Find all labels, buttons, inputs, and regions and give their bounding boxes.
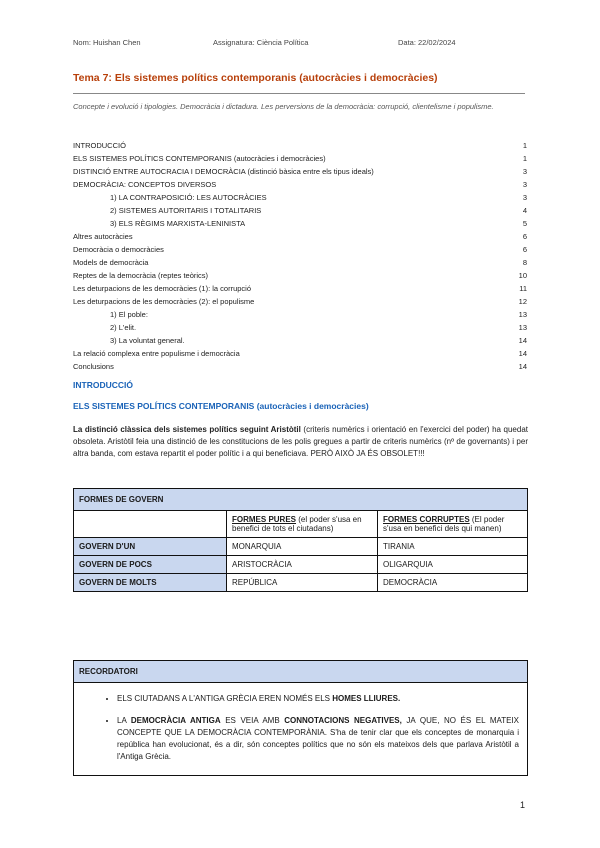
toc-entry[interactable]: [73, 334, 527, 347]
toc-entry[interactable]: [73, 230, 527, 243]
toc-entry[interactable]: [73, 165, 527, 178]
row-pure: ARISTOCRÀCIA: [227, 556, 378, 574]
toc-entry-page: 14: [518, 349, 527, 358]
row-pure: REPÚBLICA: [227, 574, 378, 592]
toc-entry-page: 4: [522, 206, 527, 215]
toc-entry-page: 6: [522, 245, 527, 254]
toc-entry-label: Models de democràcia: [73, 258, 149, 267]
toc-entry[interactable]: [73, 347, 527, 360]
toc-entry-label: Democràcia o democràcies: [73, 245, 164, 254]
forms-table-empty-cell: [74, 511, 227, 538]
toc-entry-label: Altres autocràcies: [73, 232, 133, 241]
toc-entry-page: 12: [518, 297, 527, 306]
col-pure-heading: FORMES PURES: [232, 515, 297, 524]
header-name: Nom: Huishan Chen: [73, 38, 141, 47]
document-subtitle: Concepte i evolució i tipologies. Democràcia i dictadura. Les perversions de la democràcia: corrupció, clientelisme i populisme.: [73, 102, 494, 111]
toc-entry-label: DEMOCRÀCIA: CONCEPTOS DIVERSOS: [73, 180, 217, 189]
list-item: • LA DEMOCRÀCIA ANTIGA ES VEIA AMB CONNOTACIONS NEGATIVES, JA QUE, NO ÉS EL MATEIX CONCEPTE QUE LA DEMOCRÀCIA CONTEMPORÀNIA. S'ha de tenir clar que els conceptes de monarquia i república han evolucionat, és a dir, són conceptes polítics que no són els mateixos dels que parlava Aristòtil a l'Antiga Grècia.: [117, 715, 519, 763]
row-pure: MONARQUIA: [227, 538, 378, 556]
toc-entry[interactable]: [73, 178, 527, 191]
toc-entry[interactable]: [73, 360, 527, 373]
toc-entry[interactable]: [73, 256, 527, 269]
toc-entry-page: 6: [522, 232, 527, 241]
toc-entry-page: 1: [522, 154, 527, 163]
toc-entry-label: Conclusions: [73, 362, 114, 371]
row-label: GOVERN DE POCS: [74, 556, 227, 574]
toc-entry[interactable]: [73, 308, 527, 321]
title-divider: [73, 93, 525, 94]
toc-entry[interactable]: [73, 204, 527, 217]
toc-entry[interactable]: [73, 139, 527, 152]
toc-entry-page: 14: [518, 362, 527, 371]
row-label: GOVERN DE MOLTS: [74, 574, 227, 592]
toc-entry[interactable]: [73, 191, 527, 204]
forms-table-col-corrupt: [378, 511, 528, 538]
toc-entry[interactable]: [73, 295, 527, 308]
reminder-list: [79, 693, 519, 763]
toc-entry-page: 3: [522, 193, 527, 202]
toc-entry-label: 1) El poble:: [110, 310, 148, 319]
row-label: GOVERN D'UN: [74, 538, 227, 556]
toc-entry[interactable]: [73, 269, 527, 282]
toc-entry-page: 3: [522, 167, 527, 176]
toc-entry[interactable]: [73, 243, 527, 256]
toc-entry[interactable]: [73, 282, 527, 295]
forms-of-government-table: [73, 488, 528, 592]
toc-entry-label: 3) La voluntat general.: [110, 336, 185, 345]
toc-entry-page: 13: [518, 323, 527, 332]
toc-entry-page: 11: [519, 284, 527, 293]
col-corrupt-heading: FORMES CORRUPTES: [383, 515, 470, 524]
toc-entry-label: La relació complexa entre populisme i democràcia: [73, 349, 240, 358]
header-date: Data: 22/02/2024: [398, 38, 456, 47]
table-of-contents: [73, 139, 527, 373]
toc-entry-label: 3) ELS RÈGIMS MARXISTA-LENINISTA: [110, 219, 246, 228]
col-corrupt-desc: (El poder s'usa en benefici dels qui manen): [383, 515, 505, 533]
body-paragraph: [73, 424, 528, 460]
forms-table-title: FORMES DE GOVERN: [74, 489, 528, 511]
toc-entry-page: 10: [518, 271, 527, 280]
list-item: • ELS CIUTADANS A L'ANTIGA GRÈCIA EREN NOMÉS ELS HOMES LLIURES.: [117, 693, 519, 705]
toc-entry-page: 3: [522, 180, 527, 189]
toc-entry-page: 14: [518, 336, 527, 345]
reminder-box: [73, 660, 528, 776]
toc-entry-page: 13: [518, 310, 527, 319]
forms-table-col-pure: [227, 511, 378, 538]
document-title: Tema 7: Els sistemes polítics contemporanis (autocràcies i democràcies): [73, 72, 438, 84]
toc-entry-label: DISTINCIÓ ENTRE AUTOCRACIA I DEMOCRÀCIA (distinció bàsica entre els tipus ideals): [73, 167, 374, 176]
section-heading-intro[interactable]: INTRODUCCIÓ: [73, 380, 133, 390]
toc-entry-label: INTRODUCCIÓ: [73, 141, 126, 150]
toc-entry-label: Reptes de la democràcia (reptes teòrics): [73, 271, 209, 280]
toc-entry[interactable]: [73, 217, 527, 230]
toc-entry-label: 2) L'elit.: [110, 323, 137, 332]
toc-entry-label: Les deturpacions de les democràcies (1): la corrupció: [73, 284, 252, 293]
row-corrupt: TIRANIA: [378, 538, 528, 556]
row-corrupt: DEMOCRÀCIA: [378, 574, 528, 592]
header-subject: Assignatura: Ciència Política: [213, 38, 309, 47]
table-row: [74, 574, 528, 592]
toc-entry-label: 1) LA CONTRAPOSICIÓ: LES AUTOCRÀCIES: [110, 193, 267, 202]
paragraph-text: (criteris numèrics i orientació en l'exercici del poder) ha quedat obsoleta. Aristòtil feia una distinció de les constitucions de les polis gregues a partir de criteris numèrics (nº de governants) i per altra banda, com estava repartit el poder polític i a qui beneficiava. PERÒ AIXÒ JA ÉS OBSOLET!!!: [73, 425, 528, 458]
reminder-title: RECORDATORI: [74, 661, 528, 683]
toc-entry-label: 2) SISTEMES AUTORITARIS I TOTALITARIS: [110, 206, 262, 215]
toc-entry[interactable]: [73, 321, 527, 334]
toc-entry-label: Les deturpacions de les democràcies (2): el populisme: [73, 297, 255, 306]
row-corrupt: OLIGARQUIA: [378, 556, 528, 574]
toc-entry-page: 8: [522, 258, 527, 267]
toc-entry[interactable]: [73, 152, 527, 165]
table-row: [74, 538, 528, 556]
toc-entry-label: ELS SISTEMES POLÍTICS CONTEMPORANIS (autocràcies i democràcies): [73, 154, 326, 163]
toc-entry-page: 5: [522, 219, 527, 228]
table-row: [74, 556, 528, 574]
page-number: 1: [520, 800, 526, 810]
section-heading-systems[interactable]: ELS SISTEMES POLÍTICS CONTEMPORANIS (autocràcies i democràcies): [73, 401, 369, 411]
paragraph-bold-lead: La distinció clàssica dels sistemes polítics seguint Aristòtil: [73, 425, 301, 434]
col-pure-desc: (el poder s'usa en benefici de tots el ciutadans): [232, 515, 362, 533]
toc-entry-page: 1: [522, 141, 527, 150]
